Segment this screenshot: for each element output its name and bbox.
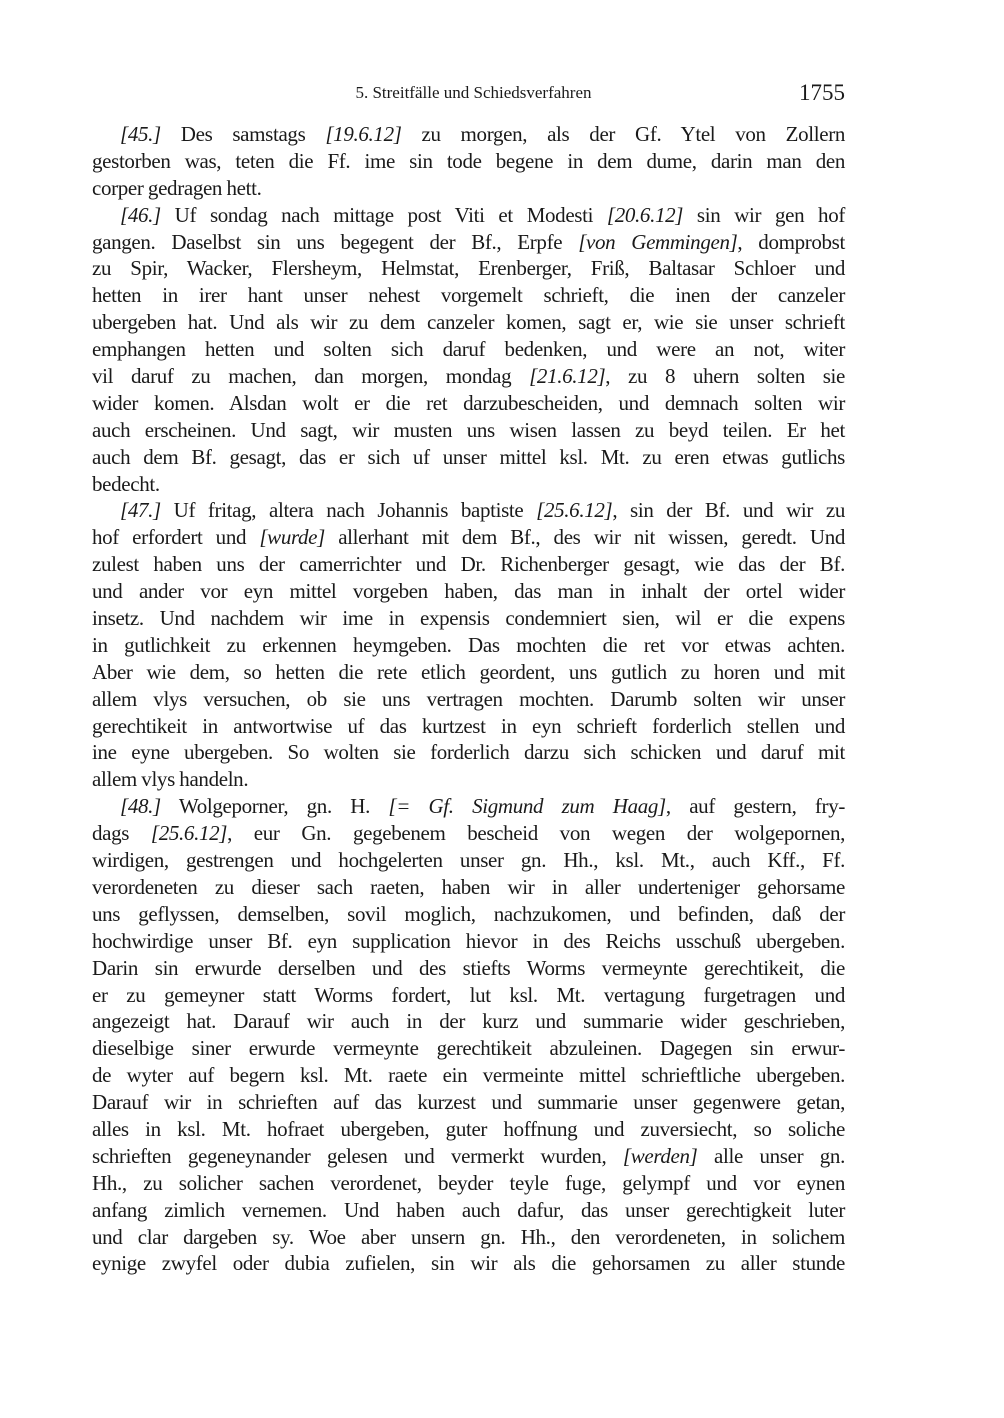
text-line (92, 1197, 845, 1224)
text-segment: und clar dargeben sy. Woe aber unsern gn. Hh., den verordeneten, in solichem (92, 1224, 845, 1249)
text-line (92, 847, 845, 874)
text-segment: alles in ksl. Mt. hofraet ubergeben, guter hoffnung und zuversiecht, so soliche (92, 1116, 845, 1141)
text-segment: corper gedragen hett. (92, 175, 262, 200)
text-line (92, 282, 845, 309)
text-segment: allem vlys versuchen, ob sie uns vertragen mochten. Darumb solten wir unser (92, 686, 845, 711)
text-segment: Aber wie dem, so hetten die rete etlich geordent, uns gutlich zu horen und mit (92, 659, 845, 684)
text-segment: schrieften gegeneynander gelesen und vermerkt wurden, (92, 1143, 623, 1168)
text-line (92, 1170, 845, 1197)
text-segment: Des samstags (160, 122, 326, 146)
text-line (92, 820, 845, 847)
text-line (92, 982, 845, 1009)
text-line (92, 148, 845, 175)
text-line (92, 390, 845, 417)
text-line (92, 202, 845, 229)
editorial-note: [48.] (120, 794, 161, 819)
text-segment: gestorben was, teten die Ff. ime sin tode begene in dem dume, darin man den (92, 148, 845, 173)
text-segment: hochwirdige unser Bf. eyn supplication hievor in des Reichs usschuß ubergeben. (92, 928, 845, 953)
text-line (92, 686, 845, 713)
text-segment: dieselbige siner erwurde vermeynte gerechtikeit abzuleinen. Dagegen sin erwur- (92, 1036, 845, 1061)
text-segment: Uf sondag nach mittage post Viti et Modesti (160, 202, 607, 227)
text-line (92, 551, 845, 578)
text-line (92, 739, 845, 766)
text-line (92, 1250, 845, 1277)
text-segment: ubergeben hat. Und als wir zu dem canzeler komen, sagt er, wie sie unser schrieft (92, 310, 845, 335)
editorial-note: [19.6.12] (325, 122, 402, 146)
text-segment: wirdigen, gestrengen und hochgelerten unser gn. Hh., ksl. Mt., auch Kff., Ff. (92, 848, 845, 873)
editorial-note: [wurde] (259, 525, 325, 550)
editorial-note: [47.] (120, 498, 161, 523)
text-line (92, 175, 845, 202)
text-line (92, 1062, 845, 1089)
text-segment: allerhant mit dem Bf., des wir nit wissen, geredt. Und (324, 525, 845, 550)
text-segment: zu morgen, als der Gf. Ytel von Zollern (401, 122, 845, 146)
page-number: 1755 (799, 80, 845, 105)
editorial-note: [21.6.12] (529, 364, 606, 389)
text-segment: allem vlys handeln. (92, 767, 249, 792)
text-line (92, 901, 845, 928)
text-line (92, 1008, 845, 1035)
editorial-note: [werden] (622, 1143, 698, 1168)
body-text (92, 121, 845, 1277)
text-line (92, 1089, 845, 1116)
text-segment: hetten in irer hant unser nehest vorgemelt schrieft, die inen der canzeler (92, 283, 845, 308)
text-line (92, 955, 845, 982)
text-segment: in gutlichkeit zu erkennen heymgeben. Das mochten die ret vor etwas achten. (92, 632, 845, 657)
text-line (92, 713, 845, 740)
text-line (92, 309, 845, 336)
text-line (92, 1035, 845, 1062)
text-line (92, 417, 845, 444)
text-segment: anfang zimlich vernemen. Und haben auch dafur, das unser gerechtigkeit luter (92, 1197, 845, 1222)
text-line (92, 1143, 845, 1170)
text-segment: gangen. Daselbst sin uns begegent der Bf., Erpfe (92, 229, 579, 254)
text-segment: Uf fritag, altera nach Johannis baptiste (160, 498, 537, 523)
text-segment: , eur Gn. gegebenem bescheid von wegen der wolgepornen, (227, 821, 845, 846)
text-line (92, 874, 845, 901)
paragraph (92, 497, 845, 793)
text-segment: Wolgeporner, gn. H. (160, 794, 389, 819)
text-line (92, 793, 845, 820)
text-line (92, 471, 845, 498)
paragraph (92, 202, 845, 498)
text-segment: , auf gestern, fry- (665, 794, 845, 819)
text-segment: und ander vor eyn mittel vorgeben haben, das man in inhalt der ortel wider (92, 579, 845, 604)
text-segment: insetz. Und nachdem wir ime in expensis condemniert sien, wil er die expens (92, 606, 845, 631)
text-line (92, 524, 845, 551)
text-segment: , domprobst (737, 229, 845, 254)
text-line (92, 255, 845, 282)
text-segment: eynige zwyfel oder dubia zufielen, sin wir als die gehorsamen zu aller stunde (92, 1251, 845, 1276)
text-segment: emphangen hetten und solten sich daruf bedenken, und were an not, witer (92, 337, 845, 362)
text-line (92, 1224, 845, 1251)
text-line (92, 229, 845, 256)
text-segment: verordeneten zu dieser sach raeten, haben wir in aller underteniger gehorsame (92, 874, 845, 899)
text-line (92, 444, 845, 471)
text-segment: , zu 8 uhern solten sie (605, 364, 846, 389)
text-line (92, 766, 845, 793)
text-segment: sin wir gen hof (683, 202, 845, 227)
text-segment: Darauf wir in schrieften auf das kurzest und summarie unser gegenwere getan, (92, 1090, 845, 1115)
text-segment: angezeigt hat. Darauf wir auch in der kurz und summarie wider geschrieben, (92, 1009, 845, 1034)
text-segment: uns geflyssen, demselben, sovil moglich, nachzukomen, und befinden, daß der (92, 901, 845, 926)
editorial-note: [20.6.12] (606, 202, 684, 227)
text-line (92, 605, 845, 632)
text-segment: ine eyne ubergeben. So wolten sie forderlich darzu sich schicken und daruf mit (92, 740, 845, 765)
paragraph (92, 793, 845, 1277)
text-segment: zu Spir, Wacker, Flersheym, Helmstat, Erenberger, Friß, Baltasar Schloer und (92, 256, 845, 281)
editorial-note: [45.] (120, 122, 161, 146)
text-segment: auch erscheinen. Und sagt, wir musten uns wisen lassen zu beyd teilen. Er het (92, 417, 845, 442)
text-line (92, 363, 845, 390)
running-head (92, 80, 845, 108)
text-line (92, 497, 845, 524)
text-line (92, 632, 845, 659)
text-segment: Hh., zu solicher sachen verordenet, beyder teyle fuge, gelympf und vor eynen (92, 1170, 845, 1195)
text-line (92, 1116, 845, 1143)
chapter-title: 5. Streitfälle und Schiedsverfahren (355, 83, 592, 102)
paragraph (92, 121, 845, 202)
text-segment: er zu gemeyner statt Worms fordert, lut ksl. Mt. vertagung furgetragen und (92, 982, 845, 1007)
editorial-note: [von Gemmingen] (578, 229, 738, 254)
text-segment: bedecht. (92, 471, 160, 496)
editorial-note: [25.6.12] (150, 821, 228, 846)
text-segment: hof erfordert und (92, 525, 260, 550)
text-segment: Darin sin erwurde derselben und des stiefts Worms vermeynte gerechtikeit, die (92, 955, 845, 980)
text-segment: zulest haben uns der camerrichter und Dr. Richenberger gesagt, wie das der Bf. (92, 552, 845, 577)
text-segment: dags (92, 821, 151, 846)
text-segment: , sin der Bf. und wir zu (612, 498, 845, 523)
text-segment: vil daruf zu machen, dan morgen, mondag (92, 364, 530, 389)
text-segment: de wyter auf begern ksl. Mt. raete ein vermeinte mittel schrieftliche ubergeben. (92, 1063, 845, 1088)
text-line (92, 928, 845, 955)
editorial-note: [25.6.12] (536, 498, 613, 523)
text-line (92, 336, 845, 363)
text-segment: alle unser gn. (697, 1143, 845, 1168)
text-line (92, 578, 845, 605)
editorial-note: [46.] (120, 202, 161, 227)
editorial-note: [= Gf. Sigmund zum Haag] (388, 794, 666, 819)
text-segment: auch dem Bf. gesagt, das er sich uf unser mittel ksl. Mt. zu eren etwas gutlichs (92, 444, 845, 469)
text-segment: wider komen. Alsdan wolt er die ret darzubescheiden, und demnach solten wir (92, 390, 845, 415)
text-segment: gerechtikeit in antwortwise uf das kurtzest in eyn schrieft forderlich stellen und (92, 713, 845, 738)
text-line (92, 121, 845, 148)
text-line (92, 659, 845, 686)
